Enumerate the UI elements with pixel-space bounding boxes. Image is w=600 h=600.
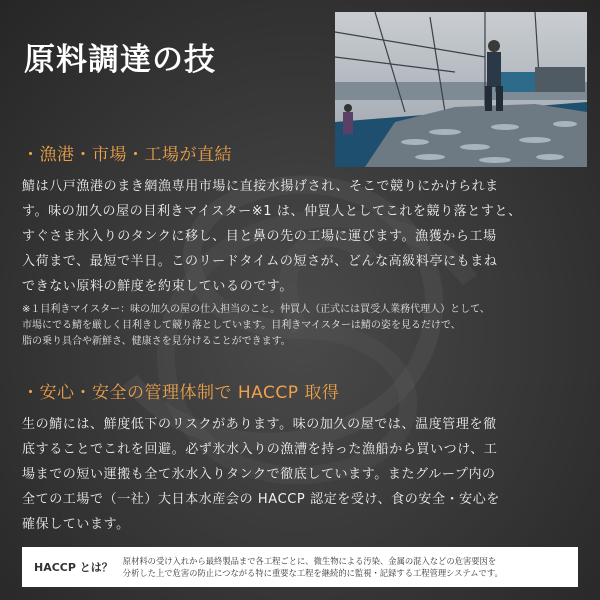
note-line: ※１目利きマイスター：味の加久の屋の仕入担当のこと。仲買人（正式には買受人業務代理人）として、: [22, 304, 490, 315]
note-line: 脂の乗り具合や新鮮さ、健康さを見分けることができます。: [22, 336, 291, 347]
body-line: 全ての工場で（一社）大日本水産会の HACCP 認定を受け、食の安全・安心を: [22, 492, 500, 507]
body-line: 場までの短い運搬も全て氷水入りタンクで徹底しています。またグループ内の: [22, 467, 496, 482]
section-body-haccp: [22, 412, 582, 537]
haccp-definition-box: [22, 547, 578, 587]
body-line: 底することでこれを回避。必ず氷水入りの漁漕を持った漁船から買いつけ、工: [22, 442, 498, 457]
haccp-desc-line: 分析した上で危害の防止につながる特に重要な工程を継続的に監視・記録する工程管理システムです。: [122, 568, 503, 578]
section-heading-haccp: ・安心・安全の管理体制で HACCP 取得: [22, 383, 340, 403]
fishing-boat-photo: [335, 12, 587, 167]
page-title: 原料調達の技: [24, 42, 216, 78]
body-line: できない原料の鮮度を約束しているのです。: [22, 279, 293, 294]
body-line: 入荷まで、最短で半日。このリードタイムの短さが、どんな高級料亭にもまね: [22, 254, 498, 269]
body-line: 生の鯖には、鮮度低下のリスクがあります。味の加久の屋では、温度管理を徹: [22, 417, 497, 432]
body-line: す。味の加久の屋の目利きマイスター※1 は、仲買人としてこれを競り落とすと、: [22, 204, 522, 219]
section-body-direct-link: [22, 174, 582, 299]
note-line: 市場にでる鯖を厳しく目利きして競り落としています。目利きマイスターは鯖の姿を見るだけで、: [22, 320, 461, 331]
haccp-description: [123, 555, 578, 579]
footnote-meister: [22, 302, 582, 350]
haccp-desc-line: 原材料の受け入れから最終製品まで各工程ごとに、微生物による汚染、金属の混入などの危害要因を: [122, 556, 497, 566]
body-line: すぐさま氷入りのタンクに移し、目と鼻の先の工場に運びます。漁獲から工場: [22, 229, 497, 244]
section-heading-direct-link: ・漁港・市場・工場が直結: [22, 145, 232, 165]
body-line: 鯖は八戸漁港のまき網漁専用市場に直接水揚げされ、そこで競りにかけられま: [22, 179, 499, 194]
haccp-label: HACCP とは？: [34, 561, 113, 574]
body-line: 確保しています。: [22, 517, 130, 532]
